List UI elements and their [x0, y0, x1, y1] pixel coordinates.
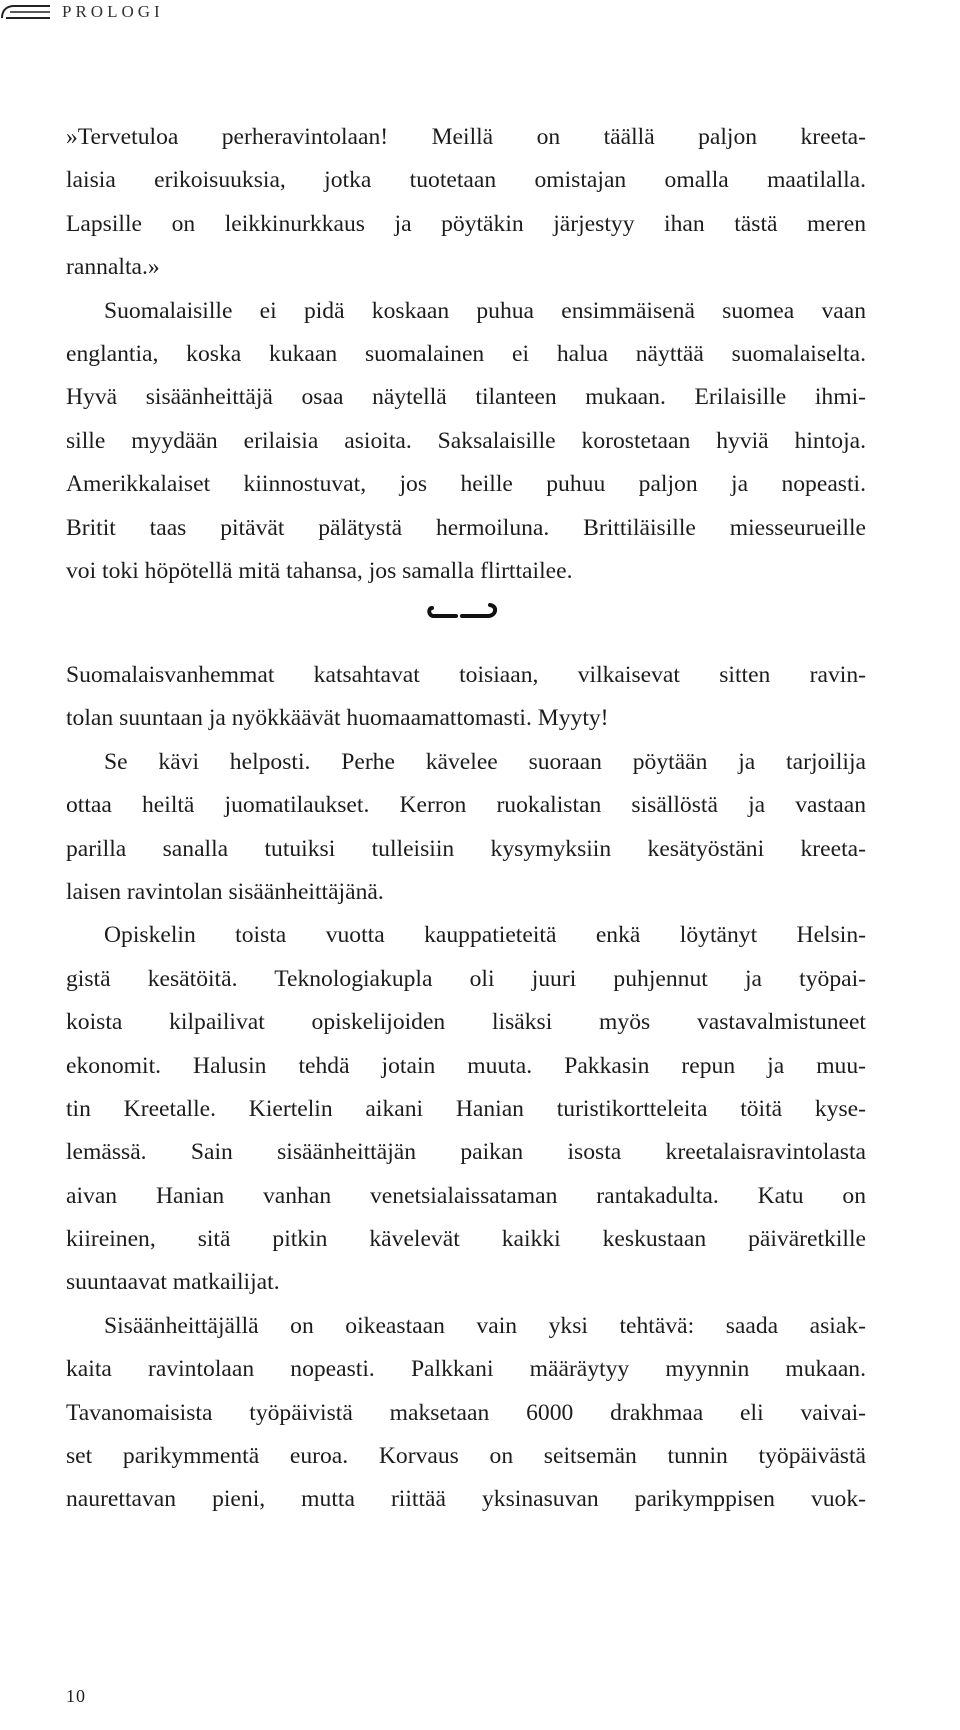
text-line: parilla sanalla tutuiksi tulleisiin kysymyksiin kesätyöstäni kreeta-: [66, 835, 866, 862]
text-line: Sisäänheittäjällä on oikeastaan vain yksi tehtävä: saada asiak-: [104, 1312, 866, 1339]
text-line: gistä kesätöitä. Teknologiakupla oli juuri puhjennut ja työpai-: [66, 965, 866, 992]
text-line: rannalta.»: [66, 254, 160, 281]
text-line: voi toki höpötellä mitä tahansa, jos samalla flirttailee.: [66, 557, 573, 584]
ornament-icon: [0, 3, 52, 21]
text-line: naurettavan pieni, mutta riittää yksinasuvan parikymppisen vuok-: [66, 1486, 866, 1513]
text-line: »Tervetuloa perheravintolaan! Meillä on täällä paljon kreeta-: [66, 124, 866, 150]
text-line: kiireinen, sitä pitkin kävelevät kaikki keskustaan päiväretkille: [66, 1226, 866, 1253]
page-number: 10: [66, 1686, 86, 1706]
text-line: tin Kreetalle. Kiertelin aikani Hanian turistikortteleita töitä kyse-: [66, 1095, 866, 1122]
text-line: Tavanomaisista työpäivistä maksetaan 6000 drakhmaa eli vaivai-: [66, 1399, 866, 1426]
text-line: Suomalaisvanhemmat katsahtavat toisiaan, vilkaisevat sitten ravin-: [66, 662, 866, 688]
text-line: Suomalaisille ei pidä koskaan puhua ensimmäisenä suomea vaan: [104, 297, 866, 324]
section-break-ornament-icon: [426, 596, 504, 622]
text-line: kaita ravintolaan nopeasti. Palkkani määräytyy myynnin mukaan.: [66, 1356, 866, 1383]
text-line: suuntaavat matkailijat.: [66, 1269, 280, 1296]
text-line: ottaa heiltä juomatilaukset. Kerron ruokalistan sisällöstä ja vastaan: [66, 792, 866, 819]
running-head: [0, 0, 164, 24]
text-line: sille myydään erilaisia asioita. Saksalaisille korostetaan hyviä hintoja.: [66, 427, 866, 454]
text-line: laisen ravintolan sisäänheittäjänä.: [66, 878, 384, 905]
text-block-upper: [66, 116, 866, 593]
text-line: englantia, koska kukaan suomalainen ei halua näyttää suomalaiselta.: [66, 340, 866, 367]
text-line: Opiskelin toista vuotta kauppatieteitä enkä löytänyt Helsin-: [104, 922, 866, 949]
text-block-lower: [66, 654, 866, 1522]
text-line: laisia erikoisuuksia, jotka tuotetaan omistajan omalla maatilalla.: [66, 167, 866, 194]
text-line: ekonomit. Halusin tehdä jotain muuta. Pakkasin repun ja muu-: [66, 1052, 866, 1079]
text-line: koista kilpailivat opiskelijoiden lisäksi myös vastavalmistuneet: [66, 1009, 866, 1036]
text-line: aivan Hanian vanhan venetsialaissataman rantakadulta. Katu on: [66, 1182, 866, 1209]
text-line: Se kävi helposti. Perhe kävelee suoraan pöytään ja tarjoilija: [104, 748, 866, 775]
running-head-title: PROLOGI: [62, 2, 164, 21]
text-line: lemässä. Sain sisäänheittäjän paikan isosta kreetalaisravintolasta: [66, 1139, 866, 1166]
text-line: Hyvä sisäänheittäjä osaa näytellä tilanteen mukaan. Erilaisille ihmi-: [66, 384, 866, 411]
text-line: tolan suuntaan ja nyökkäävät huomaamattomasti. Myyty!: [66, 705, 609, 732]
text-line: Lapsille on leikkinurkkaus ja pöytäkin järjestyy ihan tästä meren: [66, 210, 866, 237]
text-line: set parikymmentä euroa. Korvaus on seitsemän tunnin työpäivästä: [66, 1443, 866, 1470]
text-line: Amerikkalaiset kiinnostuvat, jos heille puhuu paljon ja nopeasti.: [66, 471, 866, 498]
text-line: Britit taas pitävät pälätystä hermoiluna. Brittiläisille miesseurueille: [66, 514, 866, 541]
